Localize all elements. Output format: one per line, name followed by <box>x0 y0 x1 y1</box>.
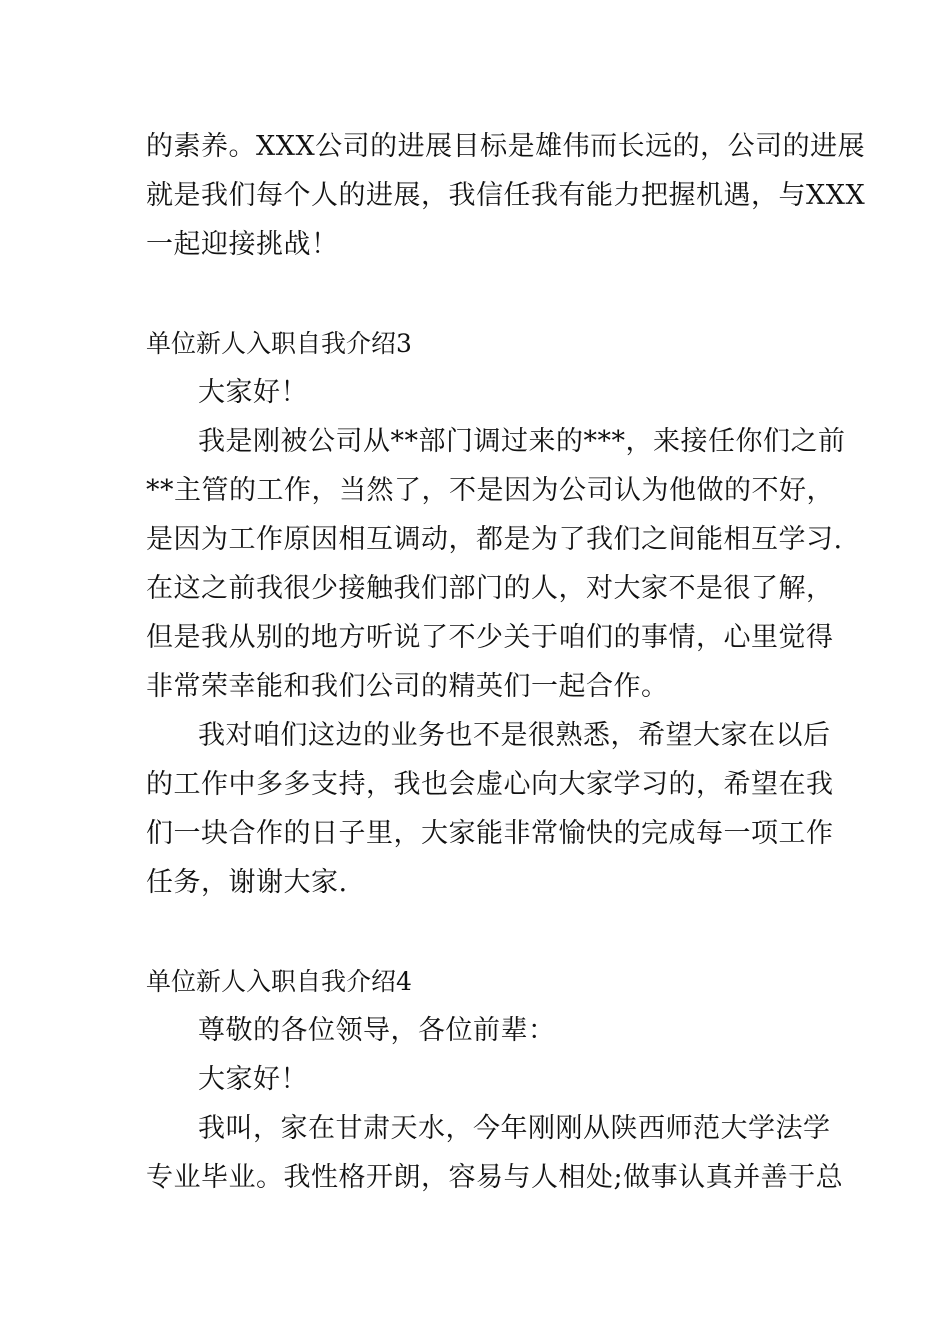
text-line: 在这之前我很少接触我们部门的人，对大家不是很了解， <box>146 573 834 604</box>
greeting-line: 大家好！ <box>198 1064 308 1095</box>
text-line: 的素养。XXX公司的进展目标是雄伟而长远的，公司的进展 <box>146 131 866 162</box>
text-line: **主管的工作，当然了，不是因为公司认为他做的不好， <box>146 475 834 506</box>
text-line: 任务，谢谢大家. <box>146 867 348 898</box>
section-gap <box>146 907 810 957</box>
text-line: 的工作中多多支持，我也会虚心向大家学习的，希望在我 <box>146 769 834 800</box>
salutation-line: 尊敬的各位领导，各位前辈： <box>198 1015 556 1046</box>
text-line: 我对咱们这边的业务也不是很熟悉，希望大家在以后 <box>198 720 831 751</box>
greeting-line: 大家好！ <box>198 377 308 408</box>
text-line: 是因为工作原因相互调动，都是为了我们之间能相互学习. <box>146 524 843 555</box>
section-gap <box>146 269 810 319</box>
text-line: 专业毕业。我性格开朗，容易与人相处;做事认真并善于总 <box>146 1162 844 1193</box>
text-line: 一起迎接挑战！ <box>146 229 339 260</box>
text-line: 我是刚被公司从**部门调过来的***，来接任你们之前 <box>198 426 846 457</box>
text-line: 非常荣幸能和我们公司的精英们一起合作。 <box>146 671 669 702</box>
text-line: 就是我们每个人的进展，我信任我有能力把握机遇，与XXX <box>146 180 866 211</box>
text-line: 但是我从别的地方听说了不少关于咱们的事情，心里觉得 <box>146 622 834 653</box>
text-line: 我叫，家在甘肃天水，今年刚刚从陕西师范大学法学 <box>198 1113 831 1144</box>
section-title: 单位新人入职自我介绍4 <box>146 967 412 996</box>
text-line: 们一块合作的日子里，大家能非常愉快的完成每一项工作 <box>146 818 834 849</box>
section-title: 单位新人入职自我介绍3 <box>146 329 412 358</box>
document-body <box>146 122 866 1202</box>
